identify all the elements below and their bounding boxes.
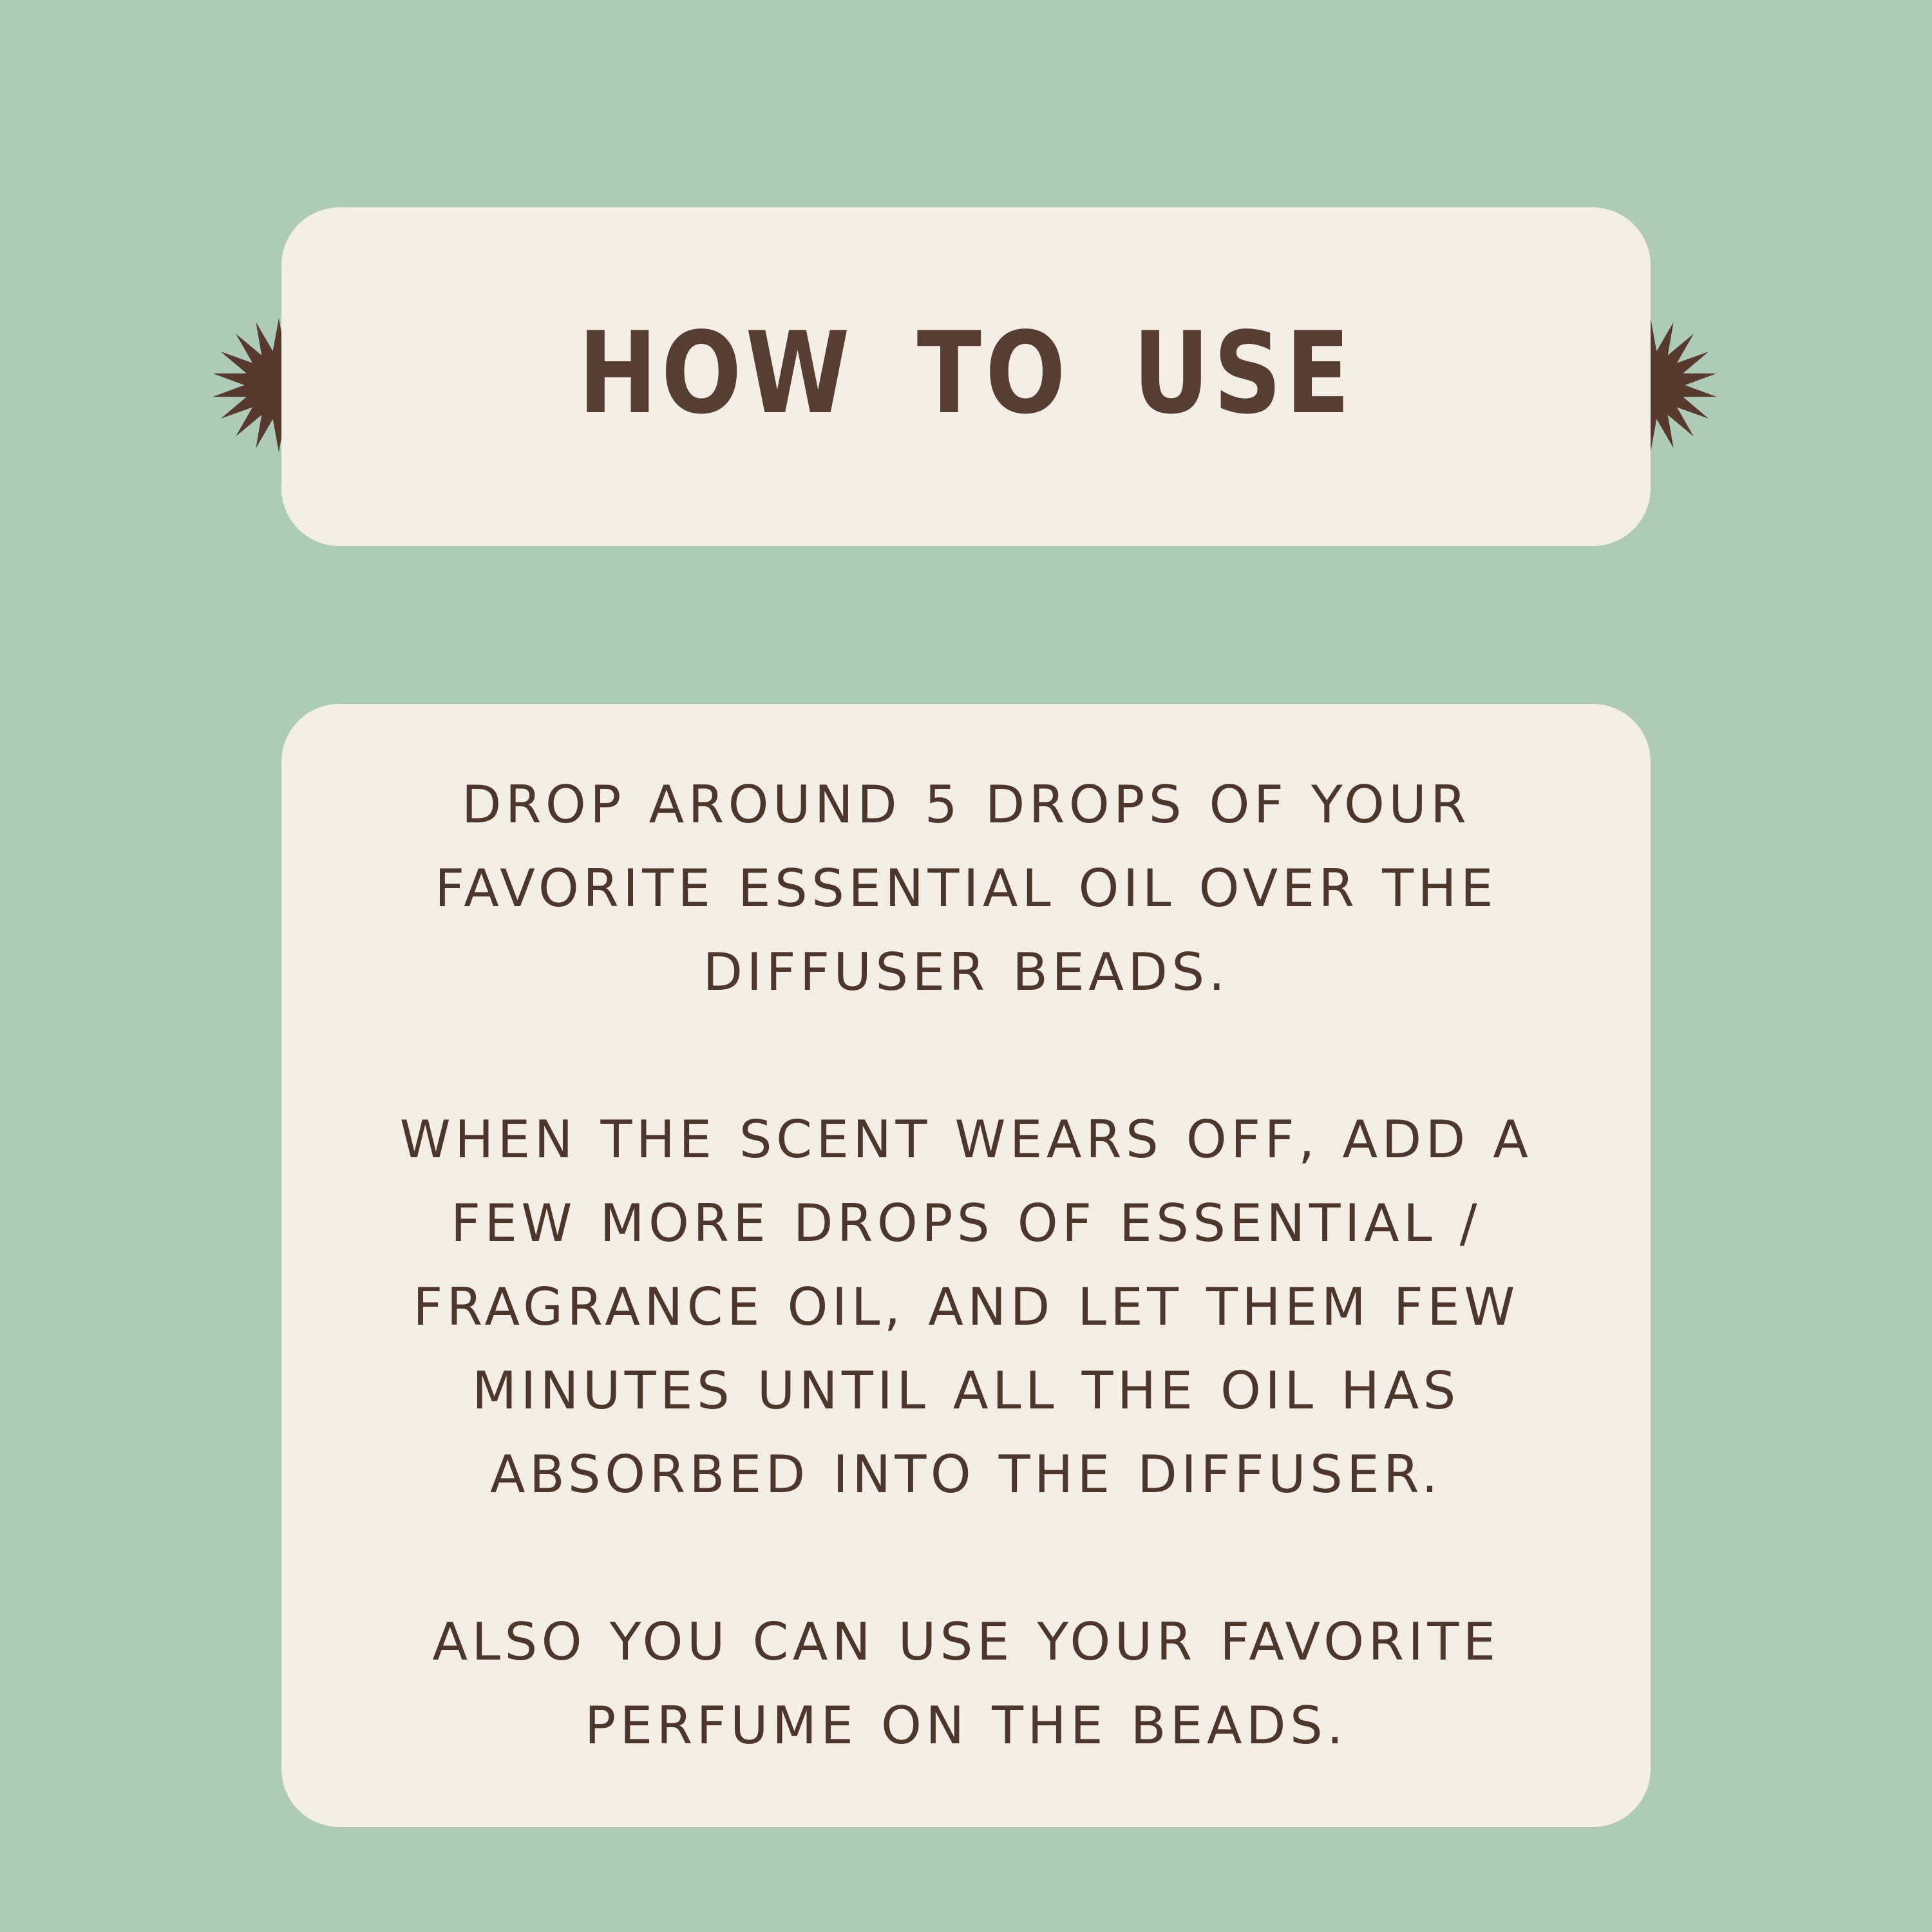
body-line: ALSO YOU CAN USE YOUR FAVORITE (432, 1612, 1500, 1672)
body-line: FEW MORE DROPS OF ESSENTIAL / (451, 1193, 1481, 1253)
body-paragraph (400, 1098, 1533, 1517)
body-line: FAVORITE ESSENTIAL OIL OVER THE (435, 858, 1497, 918)
body-line: DROP AROUND 5 DROPS OF YOUR (461, 775, 1471, 835)
body-paragraph (432, 1600, 1499, 1768)
body-line: WHEN THE SCENT WEARS OFF, ADD A (399, 1110, 1533, 1170)
body-line: PERFUME ON THE BEADS. (585, 1696, 1347, 1756)
instructions-card (281, 704, 1651, 1827)
body-line: FRAGRANCE OIL, AND LET THEM FEW (413, 1277, 1519, 1337)
body-paragraph (435, 763, 1497, 1014)
page-title: HOW TO USE (578, 308, 1354, 439)
body-line: MINUTES UNTIL ALL THE OIL HAS (472, 1361, 1460, 1421)
header-card (281, 207, 1651, 546)
body-line: ABSORBED INTO THE DIFFUSER. (489, 1444, 1443, 1504)
body-line: DIFFUSER BEADS. (703, 942, 1229, 1002)
